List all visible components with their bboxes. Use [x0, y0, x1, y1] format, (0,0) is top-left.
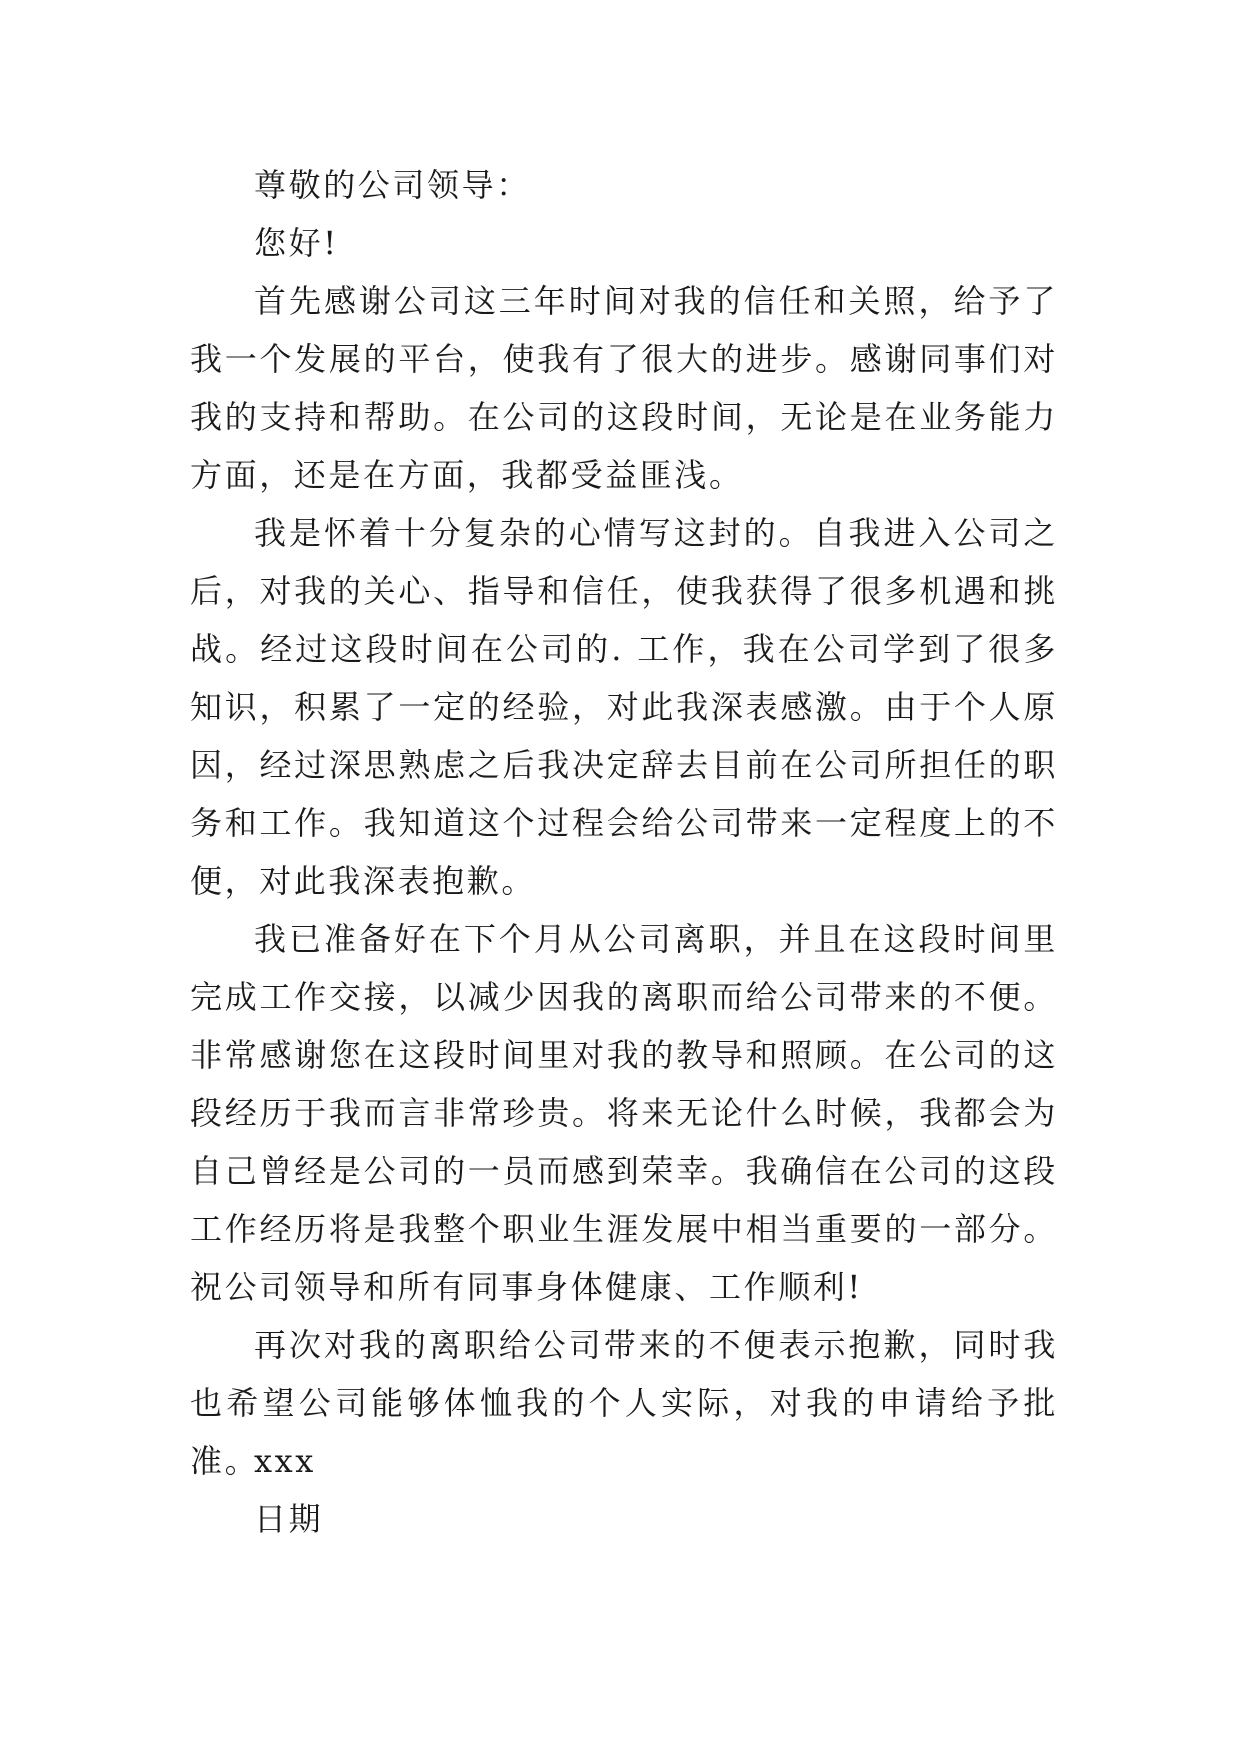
letter-paragraph-3: 我已准备好在下个月从公司离职，并且在这段时间里完成工作交接，以减少因我的离职而给公司带来的不便。非常感谢您在这段时间里对我的教导和照顾。在公司的这段经历于我而言非常珍贵。将来无论什么时候，我都会为自己曾经是公司的一员而感到荣幸。我确信在公司的这段工作经历将是我整个职业生涯发展中相当重要的一部分。祝公司领导和所有同事身体健康、工作顺利!: [190, 920, 1058, 1306]
letter-salutation: 您好!: [254, 224, 339, 262]
letter-paragraph-2: 我是怀着十分复杂的心情写这封的。自我进入公司之后，对我的关心、指导和信任，使我获得了很多机遇和挑战。经过这段时间在公司的. 工作，我在公司学到了很多知识，积累了一定的经验，对此我深表感激。由于个人原因，经过深思熟虑之后我决定辞去目前在公司所担任的职务和工作。我知道这个过程会给公司带来一定程度上的不便，对此我深表抱歉。: [190, 514, 1058, 900]
letter-date-label: 日期: [254, 1500, 324, 1538]
letter-paragraph-1: 首先感谢公司这三年时间对我的信任和关照，给予了我一个发展的平台，使我有了很大的进步。感谢同事们对我的支持和帮助。在公司的这段时间，无论是在业务能力方面，还是在方面，我都受益匪浅。: [190, 282, 1058, 494]
letter-paragraph-4: 再次对我的离职给公司带来的不便表示抱歉，同时我也希望公司能够体恤我的个人实际，对我的申请给予批准。: [190, 1326, 1058, 1480]
letter-greeting: 尊敬的公司领导：: [254, 166, 531, 204]
letter-signature: xxx: [254, 1442, 316, 1480]
